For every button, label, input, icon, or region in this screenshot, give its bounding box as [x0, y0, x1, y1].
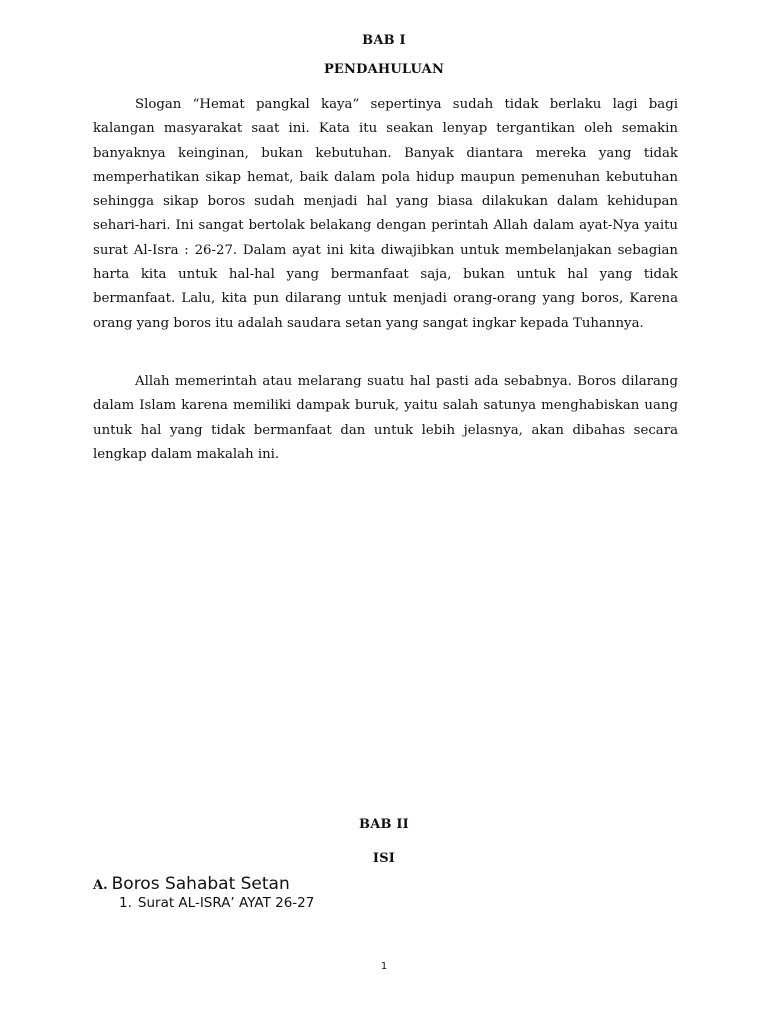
section-marker: A.: [93, 878, 108, 893]
section-title: Boros Sahabat Setan: [111, 874, 290, 894]
list-item-number: 1.: [119, 895, 132, 911]
list-item: [119, 895, 314, 911]
chapter-2-title: ISI: [372, 851, 396, 866]
list-item-text: Surat AL-ISRA’ AYAT 26-27: [137, 895, 315, 911]
intro-paragraph-1: Slogan “Hemat pangkal kaya” sepertinya sudah tidak berlaku lagi bagi kalangan masyarakat saat ini. Kata itu seakan lenyap tergantikan oleh semakin banyaknya keinginan, bukan kebutuhan. Banyak diantara mereka yang tidak memperhatikan sikap hemat, baik dalam pola hidup maupun pemenuhan kebutuhan sehingga sikap boros sudah menjadi hal yang biasa dilakukan dalam kehidupan sehari-hari. Ini sangat bertolak belakang dengan perintah Allah dalam ayat-Nya yaitu surat Al-Isra : 26-27. Dalam ayat ini kita diwajibkan untuk membelanjakan sebagian harta kita untuk hal-hal yang bermanfaat saja, bukan untuk hal yang tidak bermanfaat. Lalu, kita pun dilarang untuk menjadi orang-orang yang boros, Karena orang yang boros itu adalah saudara setan yang sangat ingkar kepada Tuhannya.: [93, 97, 678, 331]
page-number: 1: [380, 961, 388, 972]
chapter-1-title: PENDAHULUAN: [323, 62, 445, 77]
chapter-2-label: BAB II: [359, 817, 409, 832]
section-heading: [93, 874, 290, 894]
chapter-1-label: BAB I: [362, 33, 406, 48]
intro-paragraph-2: Allah memerintah atau melarang suatu hal pasti ada sebabnya. Boros dilarang dalam Islam karena memiliki dampak buruk, yaitu salah satunya menghabiskan uang untuk hal yang tidak bermanfaat dan untuk lebih jelasnya, akan dibahas secara lengkap dalam makalah ini.: [93, 374, 678, 462]
